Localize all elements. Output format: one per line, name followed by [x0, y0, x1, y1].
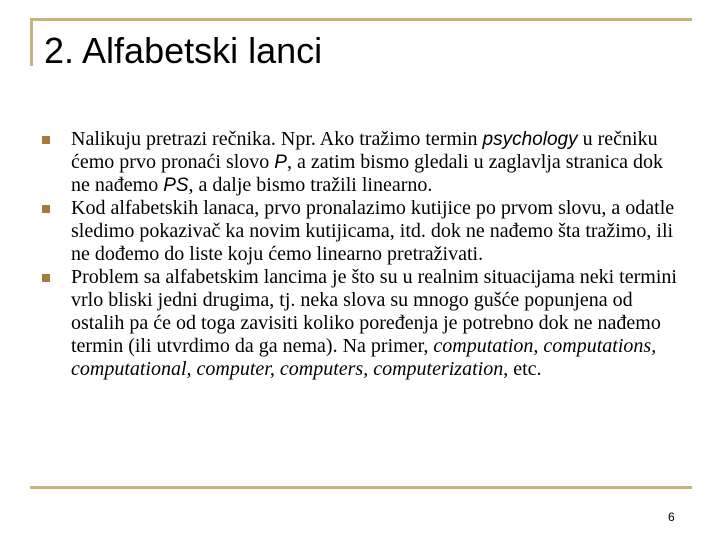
slide-title: 2. Alfabetski lanci [44, 30, 323, 71]
bullet-1-text: , a zatim bismo gledali u zaglavlja stranica dok ne nađemo [71, 151, 663, 196]
separator: , [651, 335, 657, 357]
bullet-item-3 [42, 266, 682, 381]
example-term: computation [433, 335, 534, 357]
term-p: P [274, 152, 287, 173]
bullet-2-text: Kod alfabetskih lanaca, prvo pronalazimo kutijice po prvom slovu, a odatle sledimo pokazivač ka novim kutijicama, itd. dok ne nađemo šta tražimo, ili ne dođemo do liste koju ćemo linearno pretraživati. [71, 197, 675, 265]
separator: , [533, 335, 544, 357]
top-frame-line [30, 18, 692, 21]
example-term: computerization [373, 358, 504, 380]
bullet-item-1 [42, 128, 682, 197]
square-bullet-icon [42, 136, 50, 144]
left-frame-line [30, 18, 33, 66]
example-term: computers [279, 358, 364, 380]
example-term: computer [196, 358, 270, 380]
bullet-list [42, 128, 682, 381]
separator: , [363, 358, 374, 380]
bullet-3-text: Problem sa alfabetskim lancima je što su u realnim situacijama neki termini vrlo bliski jedni drugima, tj. neka slova su mnogo gušće popunjena od ostalih pa će od toga zavisiti koliko poređenja je potrebno dok ne nađemo termin (ili utvrdimo da ga nema). Na primer, [71, 266, 677, 357]
bottom-rule-line [30, 486, 692, 489]
square-bullet-icon [42, 205, 50, 213]
page-number: 6 [668, 510, 675, 524]
square-bullet-icon [42, 274, 50, 282]
bullet-1-text: , a dalje bismo tražili linearno. [188, 174, 433, 196]
example-term: computations [543, 335, 652, 357]
example-term: computational [71, 358, 187, 380]
term-psychology: psychology [482, 129, 578, 150]
separator: , [186, 358, 197, 380]
separator: , [269, 358, 280, 380]
bullet-1-text: Nalikuju pretrazi rečnika. Npr. Ako tražimo termin [71, 128, 483, 150]
bullet-item-2 [42, 197, 682, 266]
term-ps: PS [163, 175, 189, 196]
bullet-1-text: u rečniku ćemo prvo pronaći slovo [71, 128, 658, 173]
bullet-3-text: , etc. [503, 358, 542, 380]
